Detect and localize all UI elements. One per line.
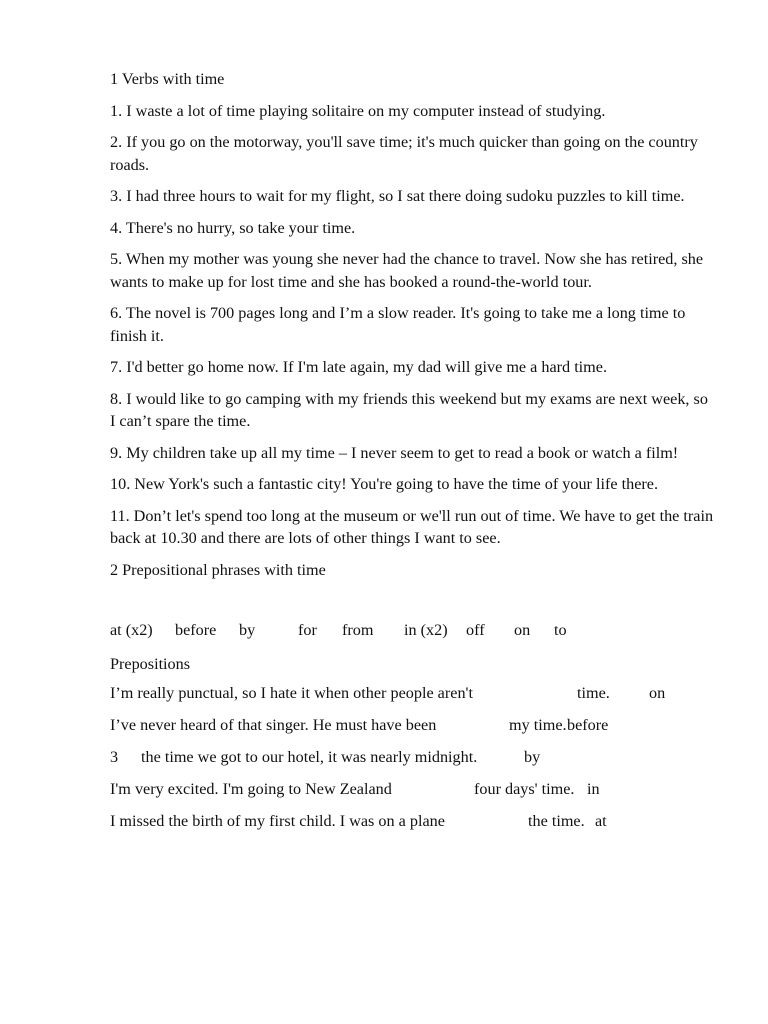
exercise-row-5 [110, 812, 715, 835]
verb-sentence-10: 10. New York's such a fantastic city! You're going to have the time of your life there. [110, 475, 659, 493]
verb-sentence-9: 9. My children take up all my time – I never seem to get to read a book or watch a film! [110, 443, 679, 462]
exercise-5-answer: at [595, 812, 607, 830]
verb-sentence-2: 2. If you go on the motorway, you'll save time; it's much quicker than going on the country roads. [110, 133, 698, 174]
prepositions-label: Prepositions [110, 654, 191, 673]
exercise-row-3 [110, 748, 715, 771]
exercise-2-text: I’ve never heard of that singer. He must have been [110, 716, 437, 734]
preposition-from: from [342, 621, 374, 639]
section-1-heading: 1 Verbs with time [110, 70, 225, 88]
preposition-off: off [466, 621, 485, 639]
exercise-row-1 [110, 684, 715, 707]
exercise-2-after: my time. [509, 716, 567, 734]
verb-sentence-5: 5. When my mother was young she never had the chance to travel. Now she has retired, she wants to make up for lost time and she has booked a round-the-world tour. [110, 250, 704, 291]
blank-gap [110, 590, 715, 621]
exercise-3-text: 3 [110, 748, 119, 766]
preposition-at: at (x2) [110, 621, 153, 639]
exercise-1-after: time. [577, 684, 610, 702]
preposition-in: in (x2) [404, 621, 448, 639]
verb-sentence-8: 8. I would like to go camping with my friends this weekend but my exams are next week, so I can’t spare the time. [110, 389, 708, 430]
exercise-4-answer: in [587, 780, 600, 798]
preposition-by: by [239, 621, 256, 639]
preposition-to: to [554, 621, 567, 639]
exercise-3-after: the time we got to our hotel, it was nearly midnight. [141, 748, 478, 766]
verb-sentence-4: 4. There's no hurry, so take your time. [110, 218, 356, 237]
exercise-2-answer: before [567, 716, 609, 734]
exercise-5-text: I missed the birth of my first child. I was on a plane [110, 812, 445, 830]
exercise-row-4 [110, 780, 715, 803]
exercise-1-answer: on [649, 684, 666, 702]
preposition-on: on [514, 621, 531, 639]
document-page [110, 68, 715, 844]
preposition-for: for [298, 621, 317, 639]
verb-sentence-6: 6. The novel is 700 pages long and I’m a slow reader. It's going to take me a long time to finish it. [110, 304, 686, 345]
exercise-row-2 [110, 716, 715, 739]
exercise-4-text: I'm very excited. I'm going to New Zealand [110, 780, 392, 798]
exercise-5-after: the time. [528, 812, 585, 830]
verb-sentence-7: 7. I'd better go home now. If I'm late again, my dad will give me a hard time. [110, 358, 608, 376]
exercise-3-answer: by [524, 748, 541, 766]
verb-sentence-1: 1. I waste a lot of time playing solitaire on my computer instead of studying. [110, 101, 606, 120]
preposition-before: before [175, 621, 217, 639]
exercise-4-after: four days' time. [474, 780, 575, 798]
section-2-heading: 2 Prepositional phrases with time [110, 560, 326, 579]
verb-sentence-3: 3. I had three hours to wait for my flight, so I sat there doing sudoku puzzles to kill time. [110, 187, 685, 205]
verb-sentence-11: 11. Don’t let's spend too long at the museum or we'll run out of time. We have to get the train back at 10.30 and there are lots of other things I want to see. [110, 506, 714, 547]
preposition-list [110, 621, 715, 644]
exercise-1-text: I’m really punctual, so I hate it when other people aren't [110, 684, 473, 702]
